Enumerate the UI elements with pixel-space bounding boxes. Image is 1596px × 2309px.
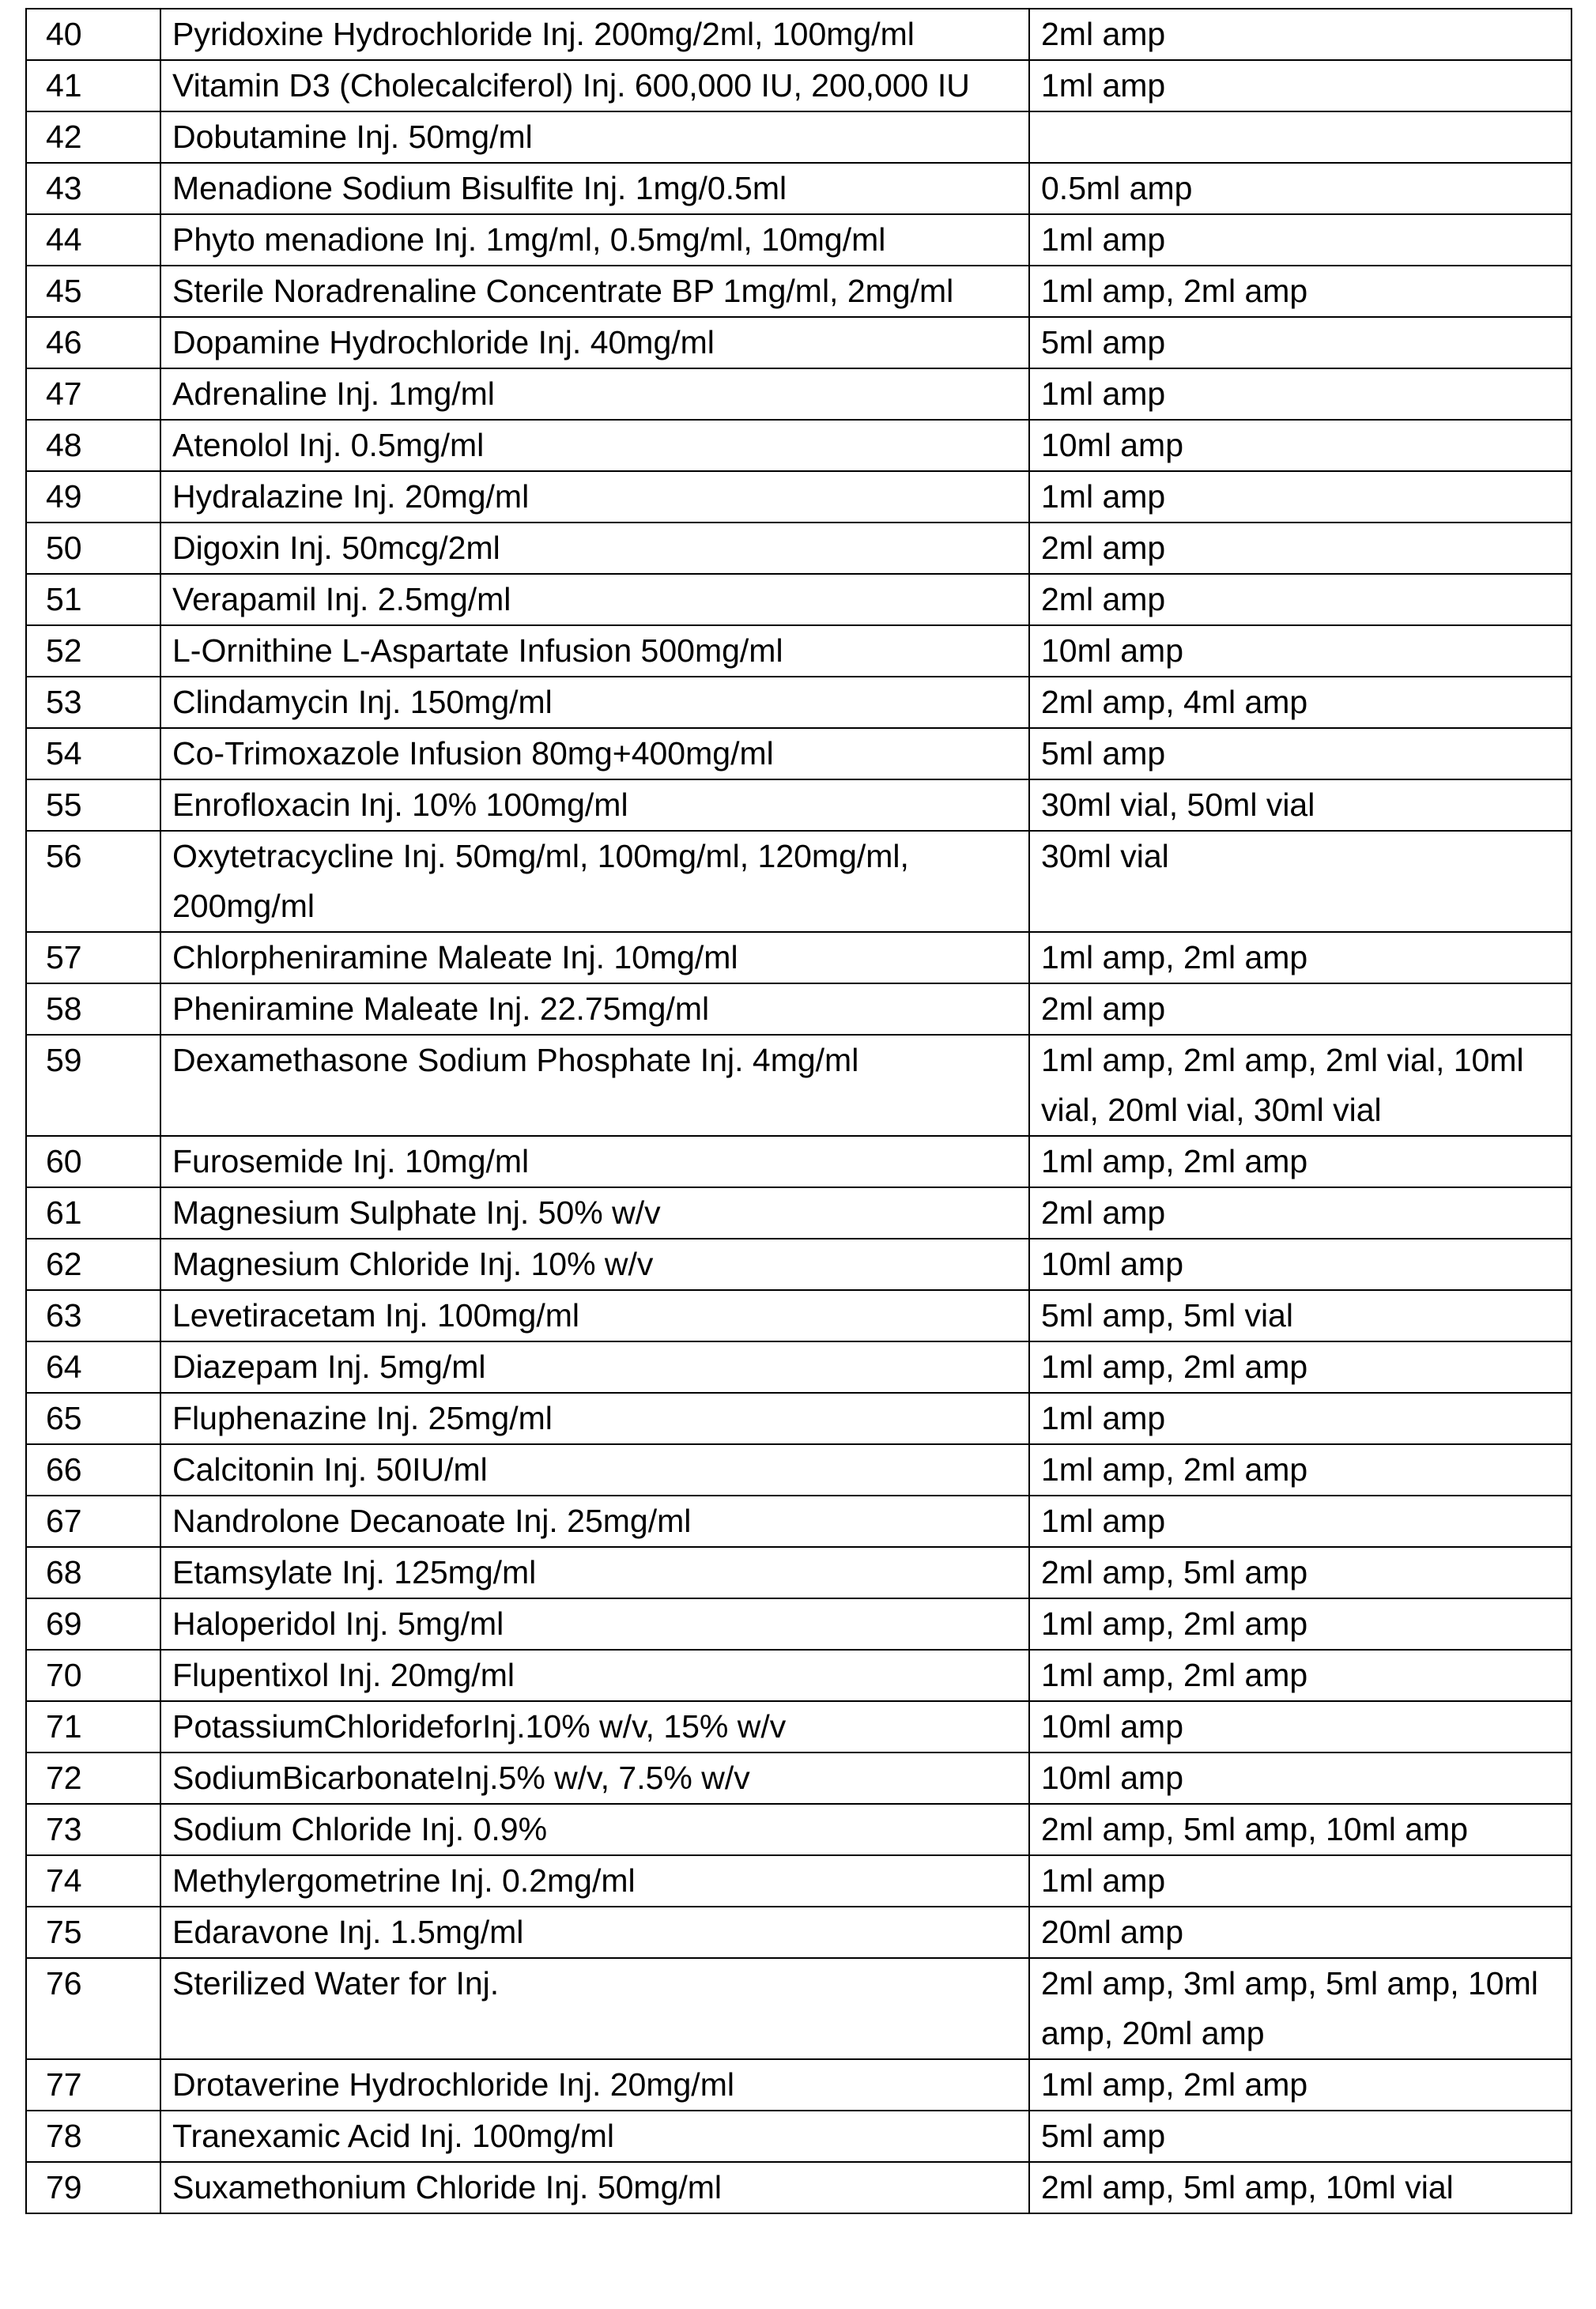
drug-name-cell: Sterilized Water for Inj. <box>160 1958 1029 2059</box>
table-row <box>26 1547 1571 1598</box>
drug-name-cell: Chlorpheniramine Maleate Inj. 10mg/ml <box>160 932 1029 983</box>
drug-name-cell: Magnesium Chloride Inj. 10% w/v <box>160 1239 1029 1290</box>
row-number-cell: 53 <box>26 677 160 728</box>
pack-size-cell: 5ml amp <box>1029 317 1571 368</box>
table-row <box>26 1753 1571 1804</box>
table-row <box>26 523 1571 574</box>
pack-size-cell: 1ml amp, 2ml amp <box>1029 266 1571 317</box>
pack-size-cell: 1ml amp, 2ml amp <box>1029 1650 1571 1701</box>
drug-list-table <box>25 8 1572 2214</box>
row-number-cell: 42 <box>26 111 160 163</box>
table-row <box>26 1496 1571 1547</box>
drug-name-cell: Pyridoxine Hydrochloride Inj. 200mg/2ml, 100mg/ml <box>160 9 1029 60</box>
pack-size-cell: 1ml amp, 2ml amp <box>1029 1444 1571 1496</box>
table-row <box>26 9 1571 60</box>
row-number-cell: 47 <box>26 368 160 420</box>
drug-name-cell: Menadione Sodium Bisulfite Inj. 1mg/0.5ml <box>160 163 1029 214</box>
pack-size-cell: 30ml vial <box>1029 831 1571 932</box>
table-row <box>26 1701 1571 1753</box>
drug-name-cell: Tranexamic Acid Inj. 100mg/ml <box>160 2111 1029 2162</box>
row-number-cell: 45 <box>26 266 160 317</box>
drug-name-cell: Enrofloxacin Inj. 10% 100mg/ml <box>160 779 1029 831</box>
drug-name-cell: Clindamycin Inj. 150mg/ml <box>160 677 1029 728</box>
drug-name-cell: Calcitonin Inj. 50IU/ml <box>160 1444 1029 1496</box>
row-number-cell: 41 <box>26 60 160 111</box>
drug-name-cell: Verapamil Inj. 2.5mg/ml <box>160 574 1029 625</box>
pack-size-cell: 2ml amp, 5ml amp <box>1029 1547 1571 1598</box>
pack-size-cell: 2ml amp, 3ml amp, 5ml amp, 10ml amp, 20ml amp <box>1029 1958 1571 2059</box>
table-row <box>26 983 1571 1035</box>
pack-size-cell: 0.5ml amp <box>1029 163 1571 214</box>
table-row <box>26 779 1571 831</box>
row-number-cell: 59 <box>26 1035 160 1136</box>
drug-name-cell: PotassiumChlorideforInj.10% w/v, 15% w/v <box>160 1701 1029 1753</box>
pack-size-cell: 10ml amp <box>1029 1753 1571 1804</box>
row-number-cell: 75 <box>26 1907 160 1958</box>
pack-size-cell: 1ml amp, 2ml amp, 2ml vial, 10ml vial, 20ml vial, 30ml vial <box>1029 1035 1571 1136</box>
drug-list-body <box>26 9 1571 2213</box>
drug-name-cell: Digoxin Inj. 50mcg/2ml <box>160 523 1029 574</box>
pack-size-cell <box>1029 111 1571 163</box>
pack-size-cell: 30ml vial, 50ml vial <box>1029 779 1571 831</box>
pack-size-cell: 2ml amp <box>1029 574 1571 625</box>
drug-name-cell: Sodium Chloride Inj. 0.9% <box>160 1804 1029 1855</box>
pack-size-cell: 1ml amp, 2ml amp <box>1029 1598 1571 1650</box>
pack-size-cell: 1ml amp <box>1029 1393 1571 1444</box>
table-row <box>26 111 1571 163</box>
drug-name-cell: Furosemide Inj. 10mg/ml <box>160 1136 1029 1187</box>
row-number-cell: 71 <box>26 1701 160 1753</box>
table-row <box>26 2162 1571 2213</box>
drug-name-cell: Edaravone Inj. 1.5mg/ml <box>160 1907 1029 1958</box>
table-row <box>26 677 1571 728</box>
drug-name-cell: Pheniramine Maleate Inj. 22.75mg/ml <box>160 983 1029 1035</box>
row-number-cell: 49 <box>26 471 160 523</box>
table-row <box>26 317 1571 368</box>
row-number-cell: 48 <box>26 420 160 471</box>
row-number-cell: 55 <box>26 779 160 831</box>
pack-size-cell: 2ml amp, 5ml amp, 10ml amp <box>1029 1804 1571 1855</box>
table-row <box>26 60 1571 111</box>
drug-name-cell: L-Ornithine L-Aspartate Infusion 500mg/ml <box>160 625 1029 677</box>
drug-name-cell: Nandrolone Decanoate Inj. 25mg/ml <box>160 1496 1029 1547</box>
drug-name-cell: Sterile Noradrenaline Concentrate BP 1mg/ml, 2mg/ml <box>160 266 1029 317</box>
drug-name-cell: Vitamin D3 (Cholecalciferol) Inj. 600,000 IU, 200,000 IU <box>160 60 1029 111</box>
pack-size-cell: 1ml amp, 2ml amp <box>1029 2059 1571 2111</box>
row-number-cell: 72 <box>26 1753 160 1804</box>
table-row <box>26 625 1571 677</box>
pack-size-cell: 10ml amp <box>1029 1701 1571 1753</box>
drug-name-cell: Diazepam Inj. 5mg/ml <box>160 1341 1029 1393</box>
row-number-cell: 56 <box>26 831 160 932</box>
pack-size-cell: 2ml amp <box>1029 983 1571 1035</box>
table-row <box>26 728 1571 779</box>
pack-size-cell: 1ml amp <box>1029 60 1571 111</box>
drug-name-cell: Drotaverine Hydrochloride Inj. 20mg/ml <box>160 2059 1029 2111</box>
drug-name-cell: Dexamethasone Sodium Phosphate Inj. 4mg/ml <box>160 1035 1029 1136</box>
pack-size-cell: 1ml amp <box>1029 1496 1571 1547</box>
pack-size-cell: 1ml amp, 2ml amp <box>1029 932 1571 983</box>
table-row <box>26 266 1571 317</box>
table-row <box>26 574 1571 625</box>
row-number-cell: 74 <box>26 1855 160 1907</box>
row-number-cell: 73 <box>26 1804 160 1855</box>
pack-size-cell: 5ml amp <box>1029 2111 1571 2162</box>
table-row <box>26 368 1571 420</box>
pack-size-cell: 2ml amp <box>1029 9 1571 60</box>
drug-name-cell: Co-Trimoxazole Infusion 80mg+400mg/ml <box>160 728 1029 779</box>
drug-name-cell: Flupentixol Inj. 20mg/ml <box>160 1650 1029 1701</box>
pack-size-cell: 1ml amp, 2ml amp <box>1029 1341 1571 1393</box>
table-row <box>26 1035 1571 1136</box>
pack-size-cell: 10ml amp <box>1029 1239 1571 1290</box>
table-row <box>26 1187 1571 1239</box>
pack-size-cell: 10ml amp <box>1029 420 1571 471</box>
table-row <box>26 1136 1571 1187</box>
row-number-cell: 79 <box>26 2162 160 2213</box>
table-row <box>26 1958 1571 2059</box>
row-number-cell: 51 <box>26 574 160 625</box>
drug-name-cell: Phyto menadione Inj. 1mg/ml, 0.5mg/ml, 10mg/ml <box>160 214 1029 266</box>
table-row <box>26 163 1571 214</box>
table-row <box>26 1804 1571 1855</box>
row-number-cell: 67 <box>26 1496 160 1547</box>
table-row <box>26 1239 1571 1290</box>
pack-size-cell: 5ml amp, 5ml vial <box>1029 1290 1571 1341</box>
table-row <box>26 471 1571 523</box>
drug-name-cell: Haloperidol Inj. 5mg/ml <box>160 1598 1029 1650</box>
pack-size-cell: 1ml amp, 2ml amp <box>1029 1136 1571 1187</box>
table-row <box>26 420 1571 471</box>
drug-name-cell: SodiumBicarbonateInj.5% w/v, 7.5% w/v <box>160 1753 1029 1804</box>
pack-size-cell: 5ml amp <box>1029 728 1571 779</box>
table-row <box>26 2059 1571 2111</box>
table-row <box>26 1907 1571 1958</box>
pack-size-cell: 1ml amp <box>1029 368 1571 420</box>
row-number-cell: 40 <box>26 9 160 60</box>
row-number-cell: 68 <box>26 1547 160 1598</box>
drug-name-cell: Fluphenazine Inj. 25mg/ml <box>160 1393 1029 1444</box>
row-number-cell: 57 <box>26 932 160 983</box>
drug-name-cell: Levetiracetam Inj. 100mg/ml <box>160 1290 1029 1341</box>
table-row <box>26 1855 1571 1907</box>
row-number-cell: 78 <box>26 2111 160 2162</box>
row-number-cell: 70 <box>26 1650 160 1701</box>
row-number-cell: 63 <box>26 1290 160 1341</box>
table-row <box>26 932 1571 983</box>
row-number-cell: 61 <box>26 1187 160 1239</box>
table-row <box>26 1341 1571 1393</box>
pack-size-cell: 1ml amp <box>1029 214 1571 266</box>
table-row <box>26 831 1571 932</box>
row-number-cell: 60 <box>26 1136 160 1187</box>
pack-size-cell: 1ml amp <box>1029 1855 1571 1907</box>
row-number-cell: 58 <box>26 983 160 1035</box>
drug-name-cell: Hydralazine Inj. 20mg/ml <box>160 471 1029 523</box>
drug-name-cell: Oxytetracycline Inj. 50mg/ml, 100mg/ml, 120mg/ml, 200mg/ml <box>160 831 1029 932</box>
drug-name-cell: Methylergometrine Inj. 0.2mg/ml <box>160 1855 1029 1907</box>
drug-name-cell: Etamsylate Inj. 125mg/ml <box>160 1547 1029 1598</box>
drug-name-cell: Dobutamine Inj. 50mg/ml <box>160 111 1029 163</box>
row-number-cell: 62 <box>26 1239 160 1290</box>
table-row <box>26 1598 1571 1650</box>
pack-size-cell: 20ml amp <box>1029 1907 1571 1958</box>
pack-size-cell: 2ml amp <box>1029 523 1571 574</box>
table-row <box>26 1444 1571 1496</box>
row-number-cell: 69 <box>26 1598 160 1650</box>
drug-name-cell: Suxamethonium Chloride Inj. 50mg/ml <box>160 2162 1029 2213</box>
drug-name-cell: Magnesium Sulphate Inj. 50% w/v <box>160 1187 1029 1239</box>
pack-size-cell: 2ml amp, 4ml amp <box>1029 677 1571 728</box>
row-number-cell: 43 <box>26 163 160 214</box>
table-row <box>26 1290 1571 1341</box>
drug-name-cell: Dopamine Hydrochloride Inj. 40mg/ml <box>160 317 1029 368</box>
row-number-cell: 64 <box>26 1341 160 1393</box>
pack-size-cell: 2ml amp, 5ml amp, 10ml vial <box>1029 2162 1571 2213</box>
row-number-cell: 54 <box>26 728 160 779</box>
drug-name-cell: Adrenaline Inj. 1mg/ml <box>160 368 1029 420</box>
row-number-cell: 77 <box>26 2059 160 2111</box>
row-number-cell: 66 <box>26 1444 160 1496</box>
table-row <box>26 1650 1571 1701</box>
table-row <box>26 2111 1571 2162</box>
table-row <box>26 1393 1571 1444</box>
pack-size-cell: 1ml amp <box>1029 471 1571 523</box>
row-number-cell: 52 <box>26 625 160 677</box>
drug-name-cell: Atenolol Inj. 0.5mg/ml <box>160 420 1029 471</box>
row-number-cell: 46 <box>26 317 160 368</box>
pack-size-cell: 2ml amp <box>1029 1187 1571 1239</box>
pack-size-cell: 10ml amp <box>1029 625 1571 677</box>
table-row <box>26 214 1571 266</box>
row-number-cell: 44 <box>26 214 160 266</box>
row-number-cell: 50 <box>26 523 160 574</box>
row-number-cell: 76 <box>26 1958 160 2059</box>
row-number-cell: 65 <box>26 1393 160 1444</box>
